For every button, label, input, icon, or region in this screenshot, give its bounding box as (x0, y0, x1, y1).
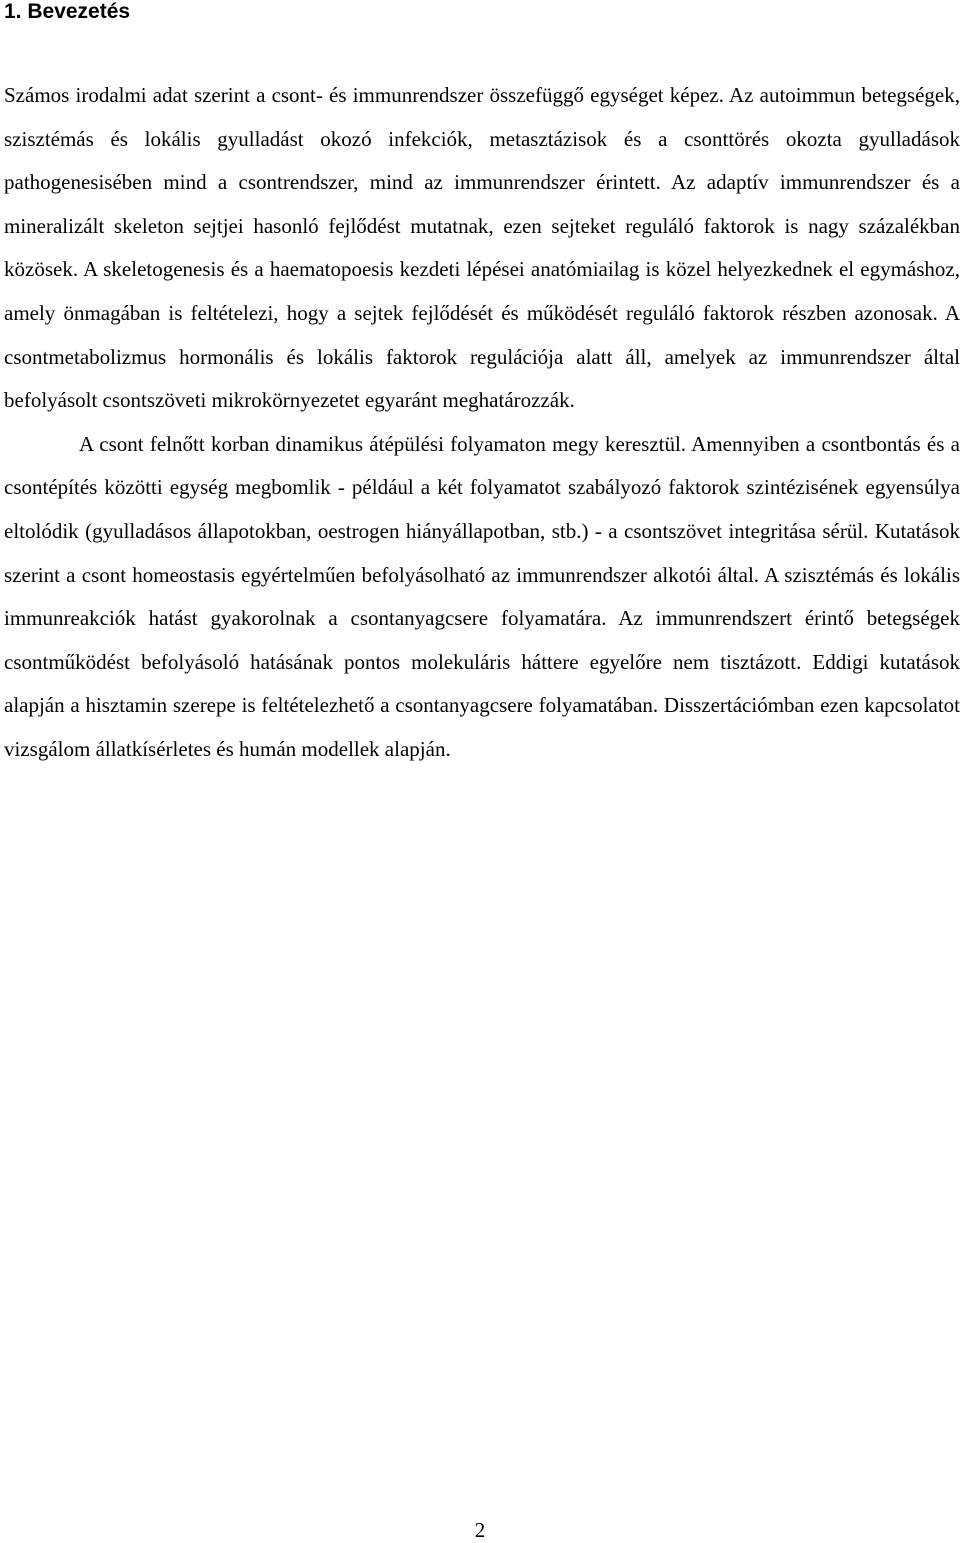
body-text (4, 74, 960, 772)
page-number: 2 (474, 1518, 486, 1542)
paragraph-2: A csont felnőtt korban dinamikus átépülési folyamaton megy keresztül. Amennyiben a csontbontás és a csontépítés közötti egység megbomlik - például a két folyamatot szabályozó faktorok szintézisének egyensúlya eltolódik (gyulladásos állapotokban, oestrogen hiányállapotban, stb.) - a csontszövet integritása sérül. Kutatások szerint a csont homeostasis egyértelműen befolyásolható az immunrendszer alkotói által. A szisztémás és lokális immunreakciók hatást gyakorolnak a csontanyagcsere folyamatára. Az immunrendszert érintő betegségek csontműködést befolyásoló hatásának pontos molekuláris háttere egyelőre nem tisztázott. Eddigi kutatások alapján a hisztamin szerepe is feltételezhető a csontanyagcsere folyamatában. Disszertációmban ezen kapcsolatot vizsgálom állatkísérletes és humán modellek alapján. (4, 431, 960, 761)
section-heading: 1. Bevezetés (4, 0, 131, 23)
paragraph-1: Számos irodalmi adat szerint a csont- és immunrendszer összefüggő egységet képez. Az autoimmun betegségek, szisztémás és lokális gyulladást okozó infekciók, metasztázisok és a csonttörés okozta gyulladások pathogenesisében mind a csontrendszer, mind az immunrendszer érintett. Az adaptív immunrendszer és a mineralizált skeleton sejtjei hasonló fejlődést mutatnak, ezen sejteket reguláló faktorok is nagy százalékban közösek. A skeletogenesis és a haematopoesis kezdeti lépései anatómiailag is közel helyezkednek el egymáshoz, amely önmagában is feltételezi, hogy a sejtek fejlődését és működését reguláló faktorok részben azonosak. A csontmetabolizmus hormonális és lokális faktorok regulációja alatt áll, amelyek az immunrendszer által befolyásolt csontszöveti mikrokörnyezetet egyaránt meghatározzák. (4, 83, 960, 413)
